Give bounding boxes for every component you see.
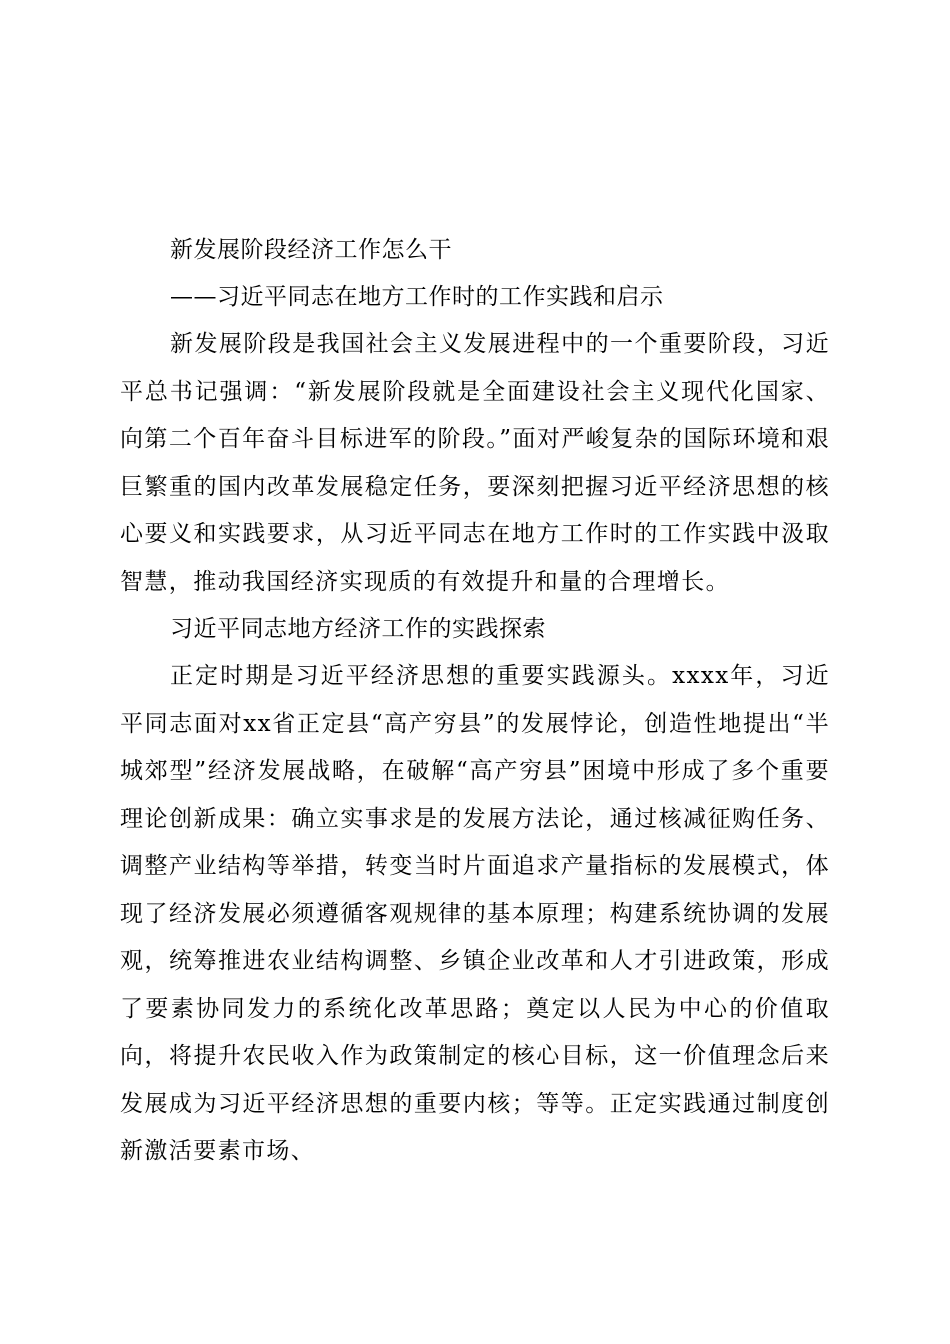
section-heading: 习近平同志地方经济工作的实践探索 — [170, 616, 546, 642]
document-body — [120, 227, 830, 1176]
body-paragraph: 正定时期是习近平经济思想的重要实践源头。xxxx年，习近平同志面对xx省正定县“高产穷县”的发展悖论，创造性地提出“半城郊型”经济发展战略，在破解“高产穷县”困境中形成了多个重要理论创新成果：确立实事求是的发展方法论，通过核减征购任务、调整产业结构等举措，转变当时片面追求产量指标的发展模式，体现了经济发展必须遵循客观规律的基本原理；构建系统协调的发展观，统筹推进农业结构调整、乡镇企业改革和人才引进政策，形成了要素协同发力的系统化改革思路；奠定以人民为中心的价值取向，将提升农民收入作为政策制定的核心目标，这一价值理念后来发展成为习近平经济思想的重要内核；等等。正定实践通过制度创新激活要素市场、 — [120, 663, 830, 1164]
document-title: 新发展阶段经济工作怎么干 — [170, 237, 452, 263]
intro-paragraph: 新发展阶段是我国社会主义发展进程中的一个重要阶段，习近平总书记强调：“新发展阶段就是全面建设社会主义现代化国家、向第二个百年奋斗目标进军的阶段。”面对严峻复杂的国际环境和艰巨繁重的国内改革发展稳定任务，要深刻把握习近平经济思想的核心要义和实践要求，从习近平同志在地方工作时的工作实践中汲取智慧，推动我国经济实现质的有效提升和量的合理增长。 — [120, 331, 830, 595]
document-subtitle: ——习近平同志在地方工作时的工作实践和启示 — [170, 284, 664, 310]
